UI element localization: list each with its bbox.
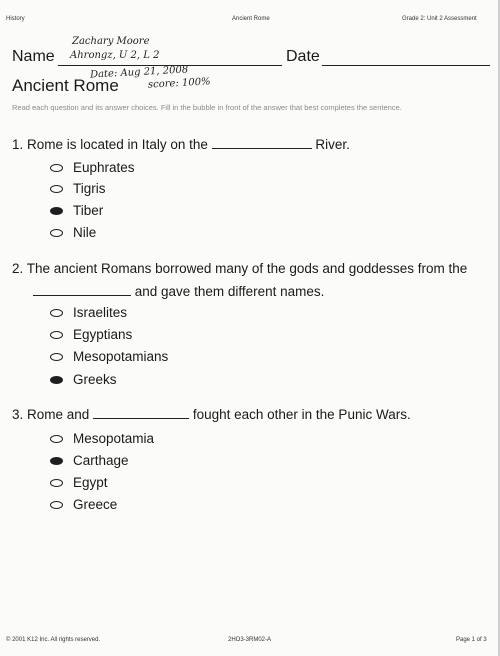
answer-bubble-icon[interactable] <box>50 309 63 317</box>
option-label: Greece <box>73 497 118 512</box>
option-label: Tigris <box>73 181 106 196</box>
question-1-text: 1. Rome is located in Italy on the <box>12 137 208 152</box>
instructions: Read each question and its answer choices. Fill in the bubble in front of the answer that best completes the sentence. <box>12 103 402 112</box>
handwritten-score: score: 100% <box>147 76 211 91</box>
option-label: Israelites <box>73 305 128 320</box>
answer-bubble-icon[interactable] <box>50 185 63 193</box>
answer-bubble-filled-icon[interactable] <box>50 457 63 465</box>
q2-option-3[interactable] <box>50 349 168 364</box>
question-3-text-end: fought each other in the Punic Wars. <box>192 407 411 422</box>
q3-option-2[interactable] <box>50 453 129 468</box>
question-3-text: 3. Rome and <box>12 407 90 422</box>
q2-option-4[interactable] <box>50 372 117 387</box>
header-assessment: Grade 2: Unit 2 Assessment <box>402 16 477 22</box>
question-1-text-end: River. <box>315 137 350 152</box>
question-1 <box>12 137 350 152</box>
option-label: Egyptians <box>73 327 133 342</box>
option-label: Carthage <box>73 453 129 468</box>
header-title: Ancient Rome <box>232 16 270 22</box>
footer-copyright: © 2001 K12 Inc. All rights reserved. <box>6 637 101 643</box>
option-label: Nile <box>73 225 97 240</box>
q3-option-4[interactable] <box>50 497 117 512</box>
footer-page: Page 1 of 3 <box>456 637 487 643</box>
q1-option-1[interactable] <box>50 160 135 175</box>
handwritten-date: Date: Aug 21, 2008 <box>89 64 189 81</box>
handwritten-class: Ahrongz, U 2, L 2 <box>70 50 160 61</box>
date-label: Date <box>286 48 320 65</box>
footer-code: 2HO3-3RM02-A <box>228 637 272 643</box>
page-title: Ancient Rome <box>12 76 119 95</box>
header-subject: History <box>6 16 25 22</box>
question-2-line-2 <box>33 284 324 299</box>
q1-option-3[interactable] <box>50 203 103 218</box>
option-label: Tiber <box>73 203 104 218</box>
question-2-blank <box>33 285 131 296</box>
q1-option-2[interactable] <box>50 181 106 196</box>
option-label: Euphrates <box>73 160 135 175</box>
answer-bubble-filled-icon[interactable] <box>50 207 63 215</box>
question-2-text-end: and gave them different names. <box>134 284 325 299</box>
q2-option-1[interactable] <box>50 305 127 320</box>
question-1-blank <box>212 138 312 149</box>
name-label: Name <box>12 48 55 65</box>
q3-option-1[interactable] <box>50 431 154 446</box>
question-2: 2. The ancient Romans borrowed many of the gods and goddesses from the <box>12 261 468 276</box>
question-3 <box>12 407 411 422</box>
answer-bubble-icon[interactable] <box>50 164 63 172</box>
option-label: Mesopotamia <box>73 431 155 446</box>
q3-option-3[interactable] <box>50 475 108 490</box>
answer-bubble-filled-icon[interactable] <box>50 376 63 384</box>
option-label: Egypt <box>73 475 108 490</box>
answer-bubble-icon[interactable] <box>50 331 63 339</box>
handwritten-name: Zachary Moore <box>72 36 150 47</box>
q1-option-4[interactable] <box>50 225 96 240</box>
answer-bubble-icon[interactable] <box>50 229 63 237</box>
date-line <box>322 65 490 66</box>
q2-option-2[interactable] <box>50 327 132 342</box>
option-label: Mesopotamians <box>73 349 169 364</box>
answer-bubble-icon[interactable] <box>50 435 63 443</box>
question-3-blank <box>93 408 189 419</box>
answer-bubble-icon[interactable] <box>50 479 63 487</box>
answer-bubble-icon[interactable] <box>50 501 63 509</box>
answer-bubble-icon[interactable] <box>50 353 63 361</box>
option-label: Greeks <box>73 372 117 387</box>
